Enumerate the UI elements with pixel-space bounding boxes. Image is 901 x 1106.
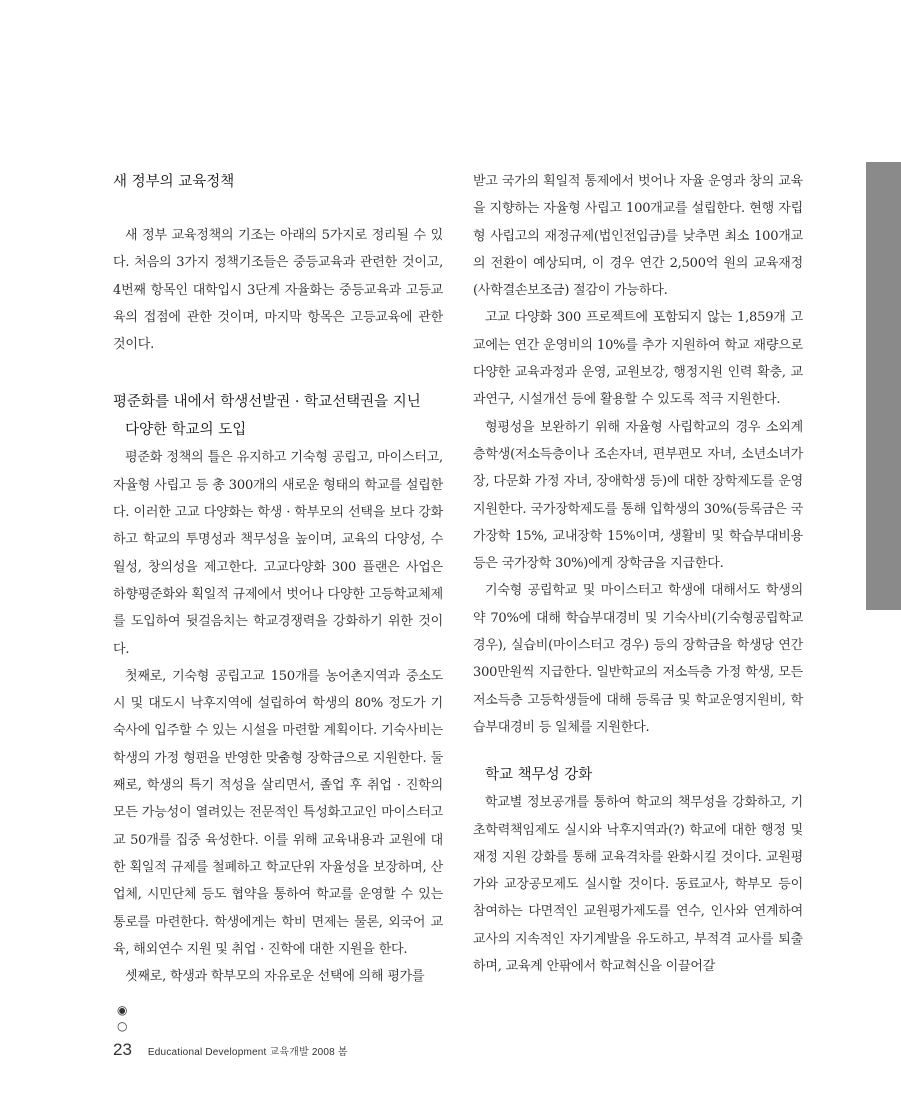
section-heading-diverse-schools <box>113 388 443 444</box>
paragraph: 고교 다양화 300 프로젝트에 포함되지 않는 1,859개 고교에는 연간 운영비의 10%를 추가 지원하여 학교 재량으로 다양한 교육과정과 운영, 교원보강, 행정지원 인력 확충, 교과연구, 시설개선 등에 활용할 수 있도록 적극 지원한다. <box>473 310 803 408</box>
paragraph: 학교별 정보공개를 통하여 학교의 책무성을 강화하고, 기초학력책임제도 실시와 낙후지역과(?) 학교에 대한 행정 및 재정 지원 강화를 통해 교육격차를 완화시킬 것이다. 교원평가와 교장공모제도 실시할 것이다. 동료교사, 학부모 등이 참여하는 다면적인 교원평가제도를 연수, 인사와 연계하여 교사의 지속적인 자기계발을 유도하고, 부적격 교사를 퇴출하며, 교육계 안팎에서 학교혁신을 이끌어갈 <box>473 795 803 975</box>
paragraph: 기숙형 공립학교 및 마이스터고 학생에 대해서도 학생의 약 70%에 대해 학습부대경비 및 기숙사비(기숙형공립학교 경우), 실습비(마이스터고 경우) 등의 장학금을 학생당 연간 300만원씩 지급한다. 일반학교의 저소득층 가정 학생, 모든 저소득층 고등학생들에 대해 등록금 및 학교운영지원비, 학습부대경비 등 일체를 지원한다. <box>473 583 803 735</box>
paragraph: 셋째로, 학생과 학부모의 자유로운 선택에 의해 평가를 <box>125 969 425 985</box>
side-tab-marker <box>866 162 901 610</box>
heading-line-2: 다양한 학교의 도입 <box>125 422 247 439</box>
section-heading-new-policy: 새 정부의 교육정책 <box>113 174 235 190</box>
heading-line-1: 평준화를 내에서 학생선발권 · 학교선택권을 지닌 <box>113 394 421 411</box>
empty-circle-icon: ○ <box>117 1019 128 1033</box>
magazine-title: Educational Development 교육개발 2008 봄 <box>147 1047 348 1058</box>
paragraph: 첫째로, 기숙형 공립고교 150개를 농어촌지역과 중소도시 및 대도시 낙후지역에 설립하여 학생의 80% 정도가 기숙사에 입주할 수 있는 시설을 마련할 계획이다. 기숙사비는 학생의 가정 형편을 반영한 맞춤형 장학금으로 지원한다. 둘째로, 학생의 특기 적성을 살리면서, 졸업 후 취업 · 진학의 모든 가능성이 열려있는 전문적인 특성화고교인 마이스터고교 50개를 집중 육성한다. 이를 위해 교육내용과 교원에 대한 획일적 규제를 철폐하고 학교단위 자율성을 보장하며, 산업체, 시민단체 등도 협약을 통하여 학교를 운영할 수 있는 통로를 마련한다. 학생에게는 학비 면제는 물론, 외국어 교육, 해외연수 지원 및 취업 · 진학에 대한 지원을 한다. <box>113 668 443 957</box>
paragraph: 평준화 정책의 틀은 유지하고 기숙형 공립고, 마이스터고, 자율형 사립고 등 총 300개의 새로운 형태의 학교를 설립한다. 이러한 고교 다양화는 학생 · 학부모의 선택을 보다 강화하고 학교의 투명성과 책무성을 높이며, 교육의 다양성, 수월성, 창의성을 제고한다. 고교다양화 300 플랜은 사업은 하향평준화와 획일적 규제에서 벗어나 다양한 고등학교체제를 도입하여 뒷걸음치는 학교경쟁력을 강화하기 위한 것이다. <box>113 450 443 657</box>
paragraph: 받고 국가의 획일적 통제에서 벗어나 자율 운영과 창의 교육을 지향하는 자율형 사립고 100개교를 설립한다. 현행 자립형 사립고의 재정규제(법인전입금)를 낮추면 최소 100개교의 전환이 예상되며, 이 경우 연간 2,500억 원의 교육재정(사학결손보조금) 절감이 가능하다. <box>473 174 803 299</box>
page-number: 23 <box>113 1040 132 1059</box>
right-column <box>473 168 803 980</box>
filled-circle-icon: ◉ <box>117 1003 128 1017</box>
page-footer <box>113 1040 348 1060</box>
section-heading-accountability: 학교 책무성 강화 <box>485 767 593 784</box>
paragraph: 새 정부 교육정책의 기조는 아래의 5가지로 정리될 수 있다. 처음의 3가지 정책기조들은 중등교육과 관련한 것이고, 4번째 항목인 대학입시 3단계 자율화는 중등교육과 고등교육의 접점에 관한 것이며, 마지막 항목은 고등교육에 관한 것이다. <box>113 228 443 353</box>
paragraph: 형평성을 보완하기 위해 자율형 사립학교의 경우 소외계층학생(저소득층이나 조손자녀, 편부편모 자녀, 소년소녀가장, 다문화 가정 자녀, 장애학생 등)에 대한 장학제도를 운영 지원한다. 국가장학제도를 통해 입학생의 30%(등록금은 국가장학 15%, 교내장학 15%이며, 생활비 및 학습부대비용 등은 국가장학 30%)에게 장학금을 지급한다. <box>473 419 803 572</box>
left-column <box>113 168 443 990</box>
